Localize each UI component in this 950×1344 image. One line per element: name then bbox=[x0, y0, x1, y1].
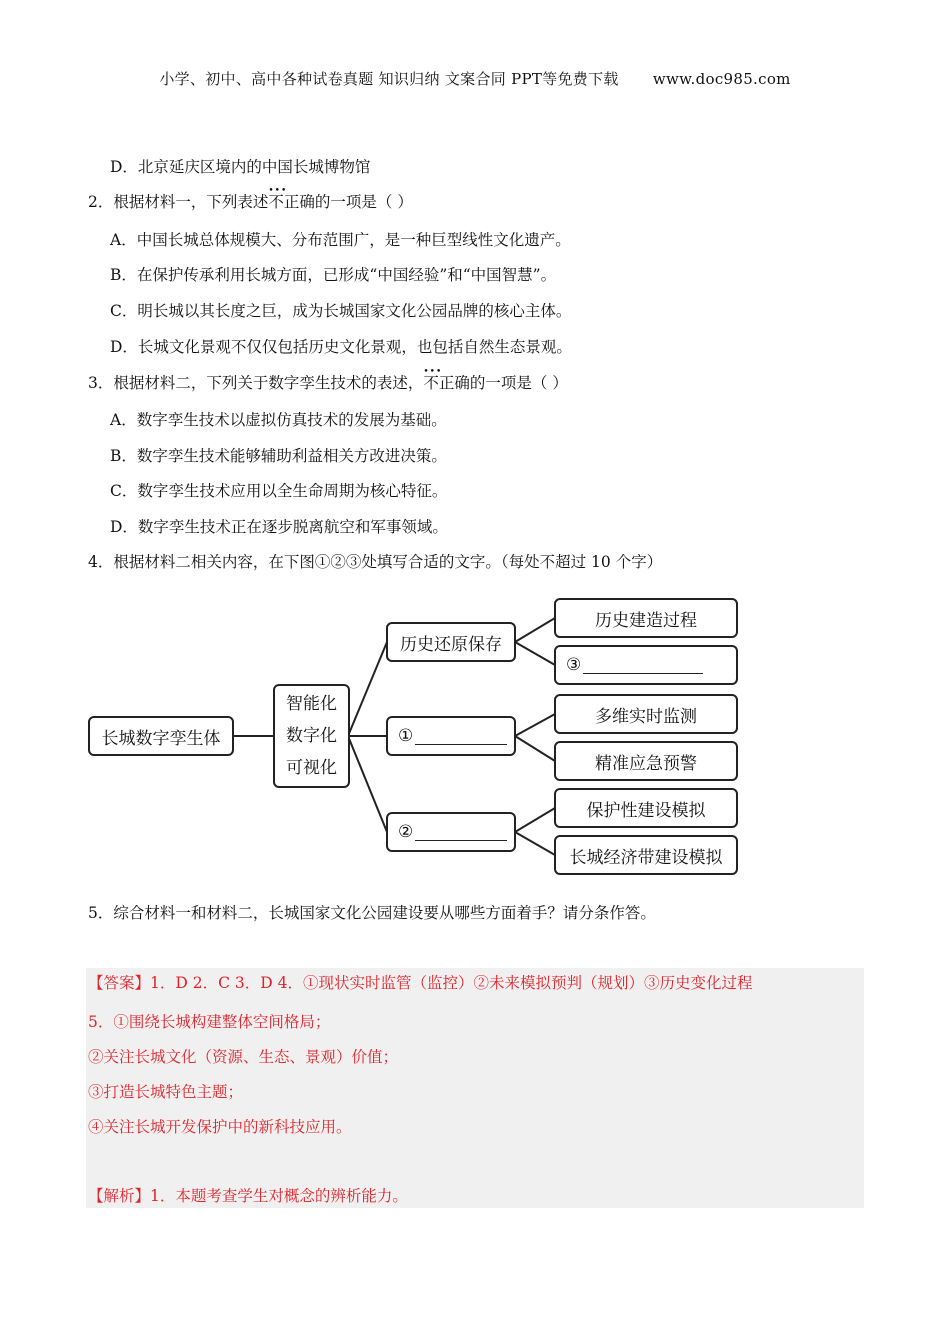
analysis-line bbox=[88, 1186, 408, 1206]
q3-option-b: B．数字孪生技术能够辅助利益相关方改进决策。 bbox=[110, 447, 447, 465]
blank-line-1 bbox=[415, 728, 507, 745]
analysis-tag: 【解析】 bbox=[88, 1187, 151, 1205]
middle-box bbox=[273, 684, 350, 788]
blank-marker-3: ③ bbox=[566, 655, 582, 675]
blank-line-2 bbox=[415, 824, 507, 841]
connector-mid-leaf-4 bbox=[515, 736, 555, 761]
connector-bot-leaf-6 bbox=[515, 832, 555, 855]
branch-mid-box bbox=[386, 716, 516, 756]
q3-option-d: D．数字孪生技术正在逐步脱离航空和军事领域。 bbox=[110, 518, 448, 536]
q2-stem-before: 2．根据材料一，下列表述 bbox=[88, 193, 269, 211]
middle-label-2: 数字化 bbox=[286, 726, 337, 746]
leaf-box-1: 历史建造过程 bbox=[554, 598, 738, 638]
leaf-box-5: 保护性建设模拟 bbox=[554, 788, 738, 828]
q1-option-d: D．北京延庆区境内的中国长城博物馆 bbox=[110, 158, 371, 176]
q3-stem-after: 的一项是（ ） bbox=[469, 374, 568, 392]
answer-line-5: ④关注长城开发保护中的新科技应用。 bbox=[88, 1118, 352, 1136]
analysis-text: 1．本题考查学生对概念的辨析能力。 bbox=[150, 1187, 408, 1205]
header-url: www.doc985.com bbox=[652, 70, 791, 88]
middle-label-3: 可视化 bbox=[286, 758, 337, 778]
q4-stem: 4．根据材料二相关内容，在下图①②③处填写合适的文字。（每处不超过 10 个字） bbox=[88, 553, 663, 571]
q2-option-d: D．长城文化景观不仅仅包括历史文化景观，也包括自然生态景观。 bbox=[110, 338, 572, 356]
leaf-box-6: 长城经济带建设模拟 bbox=[554, 835, 738, 875]
q3-option-c: C．数字孪生技术应用以全生命周期为核心特征。 bbox=[110, 482, 448, 500]
connector-top-leaf-2 bbox=[515, 642, 555, 665]
connector-top-leaf-1 bbox=[515, 618, 555, 642]
middle-label-1: 智能化 bbox=[286, 694, 337, 714]
q2-stem-emphasis: ••• 不正确 bbox=[268, 192, 315, 212]
branch-top-box: 历史还原保存 bbox=[386, 622, 516, 662]
answer-text-1: 1．D 2．C 3．D 4．①现状实时监管（监控）②未来模拟预判（规划）③历史变化过程 bbox=[150, 974, 753, 992]
q2-stem-after: 的一项是（ ） bbox=[314, 193, 413, 211]
answer-line-1 bbox=[88, 973, 752, 993]
q5-stem: 5．综合材料一和材料二，长城国家文化公园建设要从哪些方面着手？请分条作答。 bbox=[88, 904, 656, 922]
q2-option-a: A．中国长城总体规模大、分布范围广，是一种巨型线性文化遗产。 bbox=[110, 231, 571, 249]
q3-stem-emphasis: ••• 不正确 bbox=[423, 373, 470, 393]
root-box: 长城数字孪生体 bbox=[88, 716, 234, 756]
q3-option-a: A．数字孪生技术以虚拟仿真技术的发展为基础。 bbox=[110, 411, 447, 429]
connector-mid-leaf-3 bbox=[515, 714, 555, 736]
leaf-box-2 bbox=[554, 645, 738, 685]
answer-tag: 【答案】 bbox=[88, 974, 151, 992]
blank-line-3 bbox=[583, 657, 703, 674]
answer-line-2: 5．①围绕长城构建整体空间格局； bbox=[88, 1013, 331, 1031]
q2-option-b: B．在保护传承利用长城方面，已形成“中国经验”和“中国智慧”。 bbox=[110, 266, 557, 284]
header-left-text: 小学、初中、高中各种试卷真题 知识归纳 文案合同 PPT等免费下载 bbox=[159, 70, 619, 88]
q3-stem-before: 3．根据材料二，下列关于数字孪生技术的表述， bbox=[88, 374, 424, 392]
blank-marker-2: ② bbox=[398, 822, 414, 842]
blank-marker-1: ① bbox=[398, 726, 414, 746]
branch-bot-box bbox=[386, 812, 516, 852]
connector-middle-branch-top bbox=[348, 642, 387, 736]
connector-middle-branch-bot bbox=[348, 736, 387, 832]
q2-option-c: C．明长城以其长度之巨，成为长城国家文化公园品牌的核心主体。 bbox=[110, 302, 572, 320]
connector-bot-leaf-5 bbox=[515, 808, 555, 832]
leaf-box-4: 精准应急预警 bbox=[554, 741, 738, 781]
answer-line-3: ②关注长城文化（资源、生态、景观）价值； bbox=[88, 1048, 399, 1066]
answer-line-4: ③打造长城特色主题； bbox=[88, 1083, 244, 1101]
leaf-box-3: 多维实时监测 bbox=[554, 694, 738, 734]
